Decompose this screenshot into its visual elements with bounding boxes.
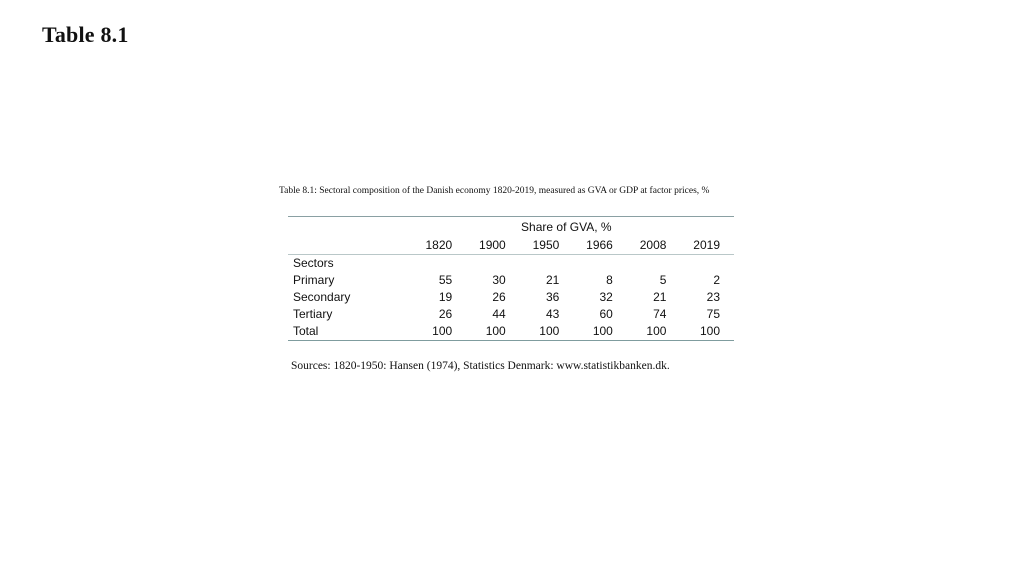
year-header: 2008: [613, 237, 667, 255]
row-label: Secondary: [293, 290, 351, 304]
sources-note: Sources: 1820-1950: Hansen (1974), Statistics Denmark: www.statistikbanken.dk.: [291, 360, 670, 372]
table-cell: 26: [438, 307, 453, 321]
row-label: Total: [293, 324, 319, 338]
table-cell: 74: [653, 307, 667, 321]
table-caption: Table 8.1: Sectoral composition of the Danish economy 1820-2019, measured as GVA or GDP at factor prices, %: [279, 186, 710, 196]
table-cell: 60: [599, 307, 613, 321]
sector-share-table: [288, 217, 734, 340]
table-row: [288, 306, 734, 323]
year-header: 1950: [506, 237, 560, 255]
row-label: Primary: [293, 273, 335, 287]
table-cell: 8: [606, 273, 613, 287]
table-cell: 43: [545, 307, 560, 321]
table-cell: 100: [432, 324, 453, 338]
year-header: 2019: [666, 237, 734, 255]
section-label: Sectors: [293, 256, 334, 270]
year-header: 1966: [559, 237, 613, 255]
table-cell: 75: [706, 307, 720, 321]
table-cell: 55: [438, 273, 453, 287]
table-cell: 26: [492, 290, 506, 304]
table-cell: 5: [659, 273, 667, 287]
year-header: 1900: [452, 237, 506, 255]
empty-year-label-cell: [288, 237, 399, 255]
section-row: [288, 255, 734, 273]
table-cell: 32: [599, 290, 613, 304]
table-cell: 30: [492, 273, 506, 287]
table-cell: 100: [539, 324, 560, 338]
table-row-total: [288, 323, 734, 340]
table-cell: 2: [713, 273, 720, 287]
table-cell: 23: [706, 290, 720, 304]
table-row: [288, 272, 734, 289]
group-header: Share of GVA, %: [521, 220, 612, 234]
table-cell: 100: [592, 324, 613, 338]
row-label: Tertiary: [293, 307, 333, 321]
table-cell: 100: [646, 324, 667, 338]
table-cell: 100: [485, 324, 506, 338]
empty-corner-cell: [288, 217, 399, 237]
year-header: 1820: [399, 237, 453, 255]
table-cell: 21: [545, 273, 560, 287]
table-cell: 100: [699, 324, 720, 338]
data-table-container: [288, 216, 734, 341]
slide-title: Table 8.1: [42, 22, 129, 47]
table-cell: 19: [438, 290, 453, 304]
year-header-row: [288, 237, 734, 255]
table-cell: 21: [653, 290, 667, 304]
table-row: [288, 289, 734, 306]
table-cell: 44: [492, 307, 506, 321]
group-header-row: [288, 217, 734, 237]
table-cell: 36: [545, 290, 560, 304]
